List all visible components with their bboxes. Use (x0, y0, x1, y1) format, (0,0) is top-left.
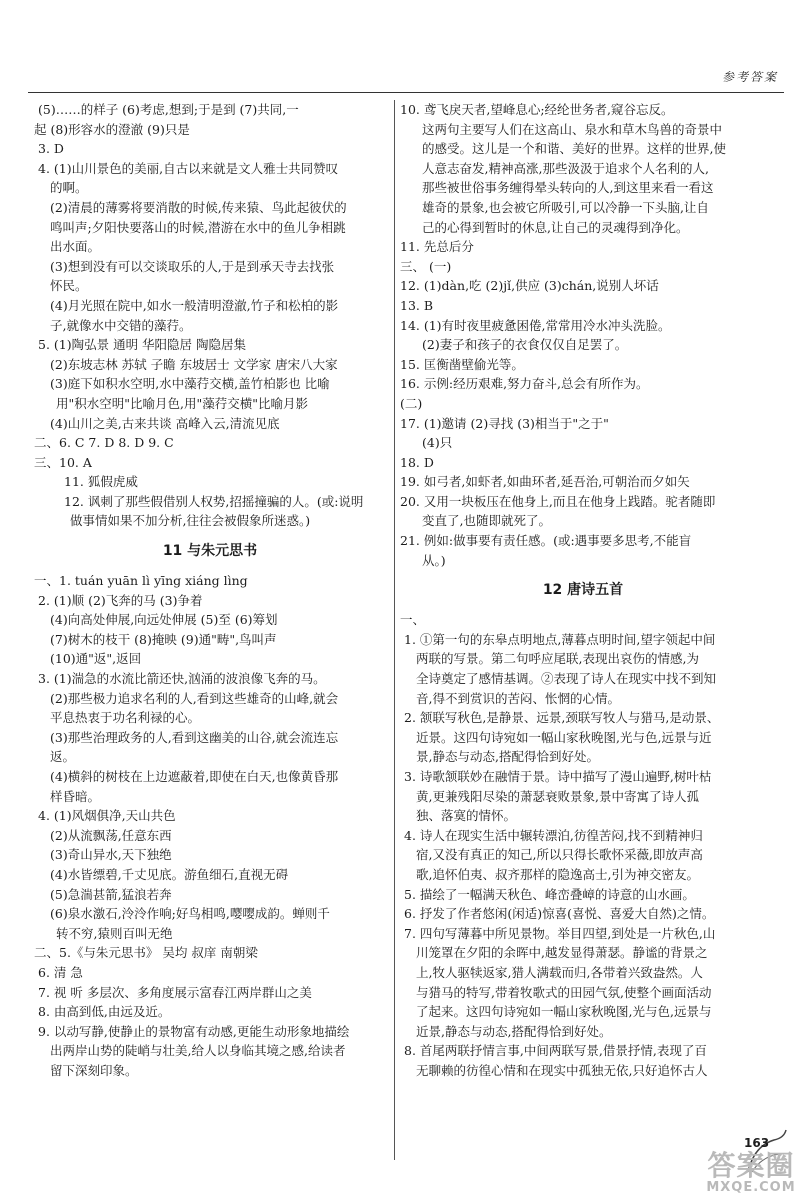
left-answer-column (34, 100, 386, 1081)
answer-line: (2)清晨的薄雾将要消散的时候,传来猿、鸟此起彼伏的 (50, 199, 347, 215)
answer-line: 样昏暗。 (50, 788, 101, 804)
answer-line: (4)山川之美,古来共谈 高峰入云,清流见底 (50, 415, 280, 431)
answer-line: 独、落寞的情怀。 (416, 808, 517, 824)
answer-line: 11. 先总后分 (400, 239, 474, 255)
answer-line: 13. B (400, 297, 434, 313)
header-ref-label: 参考答案 (721, 70, 778, 84)
answer-line: 无聊赖的彷徨心情和在现实中孤独无依,只好追怀古人 (416, 1062, 708, 1078)
answer-line: 上,牧人驱犊返家,猎人满载而归,各带着兴致盎然。人 (416, 964, 703, 980)
answer-line: 两联的写景。第二句呼应尾联,表现出哀伤的情感,为 (416, 651, 699, 667)
answer-line: (4)向高处伸展,向远处伸展 (5)至 (6)筹划 (50, 612, 278, 628)
answer-line: 人意志奋发,精神高涨,那些汲汲于追求个人名利的人, (422, 160, 709, 176)
right-answer-column (400, 100, 766, 1081)
answer-line: 一、1. tuán yuān lì yīng xiáng lìng (34, 573, 248, 589)
answer-line: 了起来。这四句诗宛如一幅山家秋晚图,光与色,远景与 (416, 1004, 712, 1020)
answer-line: 5. (1)陶弘景 通明 华阳隐居 陶隐居集 (38, 337, 247, 353)
watermark-bottom: MXQE.COM (706, 1180, 796, 1195)
answer-line: 8. 由高到低,由远及近。 (38, 1004, 171, 1020)
answer-line: (2)从流飘荡,任意东西 (50, 827, 172, 843)
answer-line: 14. (1)有时夜里疲惫困倦,常常用冷水冲头洗脸。 (400, 317, 671, 333)
answer-line: (6)泉水激石,泠泠作响;好鸟相鸣,嘤嘤成韵。蝉则千 (50, 906, 330, 922)
answer-line: 4. (1)风烟俱净,天山共色 (38, 808, 176, 824)
answer-line: 黄,更兼残阳尽染的萧瑟衰败景象,景中寄寓了诗人孤 (416, 788, 699, 804)
answer-line: 从。) (422, 552, 446, 568)
answer-line: 18. D (400, 454, 434, 470)
answer-line: 鸣叫声;夕阳快要落山的时候,潜游在水中的鱼儿争相跳 (50, 219, 346, 235)
answer-line: 三、10. A (34, 454, 92, 470)
answer-line: 16. 示例:经历艰难,努力奋斗,总会有所作为。 (400, 376, 649, 392)
answer-line: 21. 例如:做事要有责任感。(或:遇事要多思考,不能盲 (400, 533, 692, 549)
answer-line: 怀民。 (50, 278, 88, 294)
answer-line: (二) (400, 395, 423, 411)
section-title: 12 唐诗五首 (542, 582, 624, 599)
answer-line: 己的心得到暂时的休息,让自己的灵魂得到净化。 (422, 219, 689, 235)
page-header (28, 68, 784, 93)
answer-line: 留下深刻印象。 (50, 1062, 138, 1078)
answer-line: (4)月光照在院中,如水一般清明澄澈,竹子和松柏的影 (50, 297, 339, 313)
answer-line: 15. 匡衡凿壁偷光等。 (400, 356, 524, 372)
answer-line: 1. ①第一句的东皋点明地点,薄暮点明时间,望字领起中间 (404, 631, 716, 647)
answer-line: 返。 (50, 749, 76, 765)
answer-line: 雄奇的景象,也会被它所吸引,可以冷静一下头脑,让自 (422, 199, 709, 215)
column-divider (394, 100, 395, 1160)
answer-line: 19. 如弓者,如虾者,如曲环者,延吾治,可朝治而夕如矢 (400, 474, 690, 490)
answer-line: (3)想到没有可以交谈取乐的人,于是到承天寺去找张 (50, 258, 335, 274)
answer-line: 3. D (38, 141, 64, 157)
answer-line: 做事情如果不加分析,往往会被假象所迷惑。) (70, 513, 311, 529)
answer-line: 川笼罩在夕阳的余晖中,越发显得萧瑟。静谧的背景之 (416, 945, 708, 961)
answer-line: 7. 视 听 多层次、多角度展示富春江两岸群山之美 (38, 984, 312, 1000)
answer-line: 转不穷,猿则百叫无绝 (56, 925, 173, 941)
answer-line: 6. 抒发了作者悠闲(闲适)惊喜(喜悦、喜爱大自然)之情。 (404, 906, 715, 922)
answer-line: (7)树木的枝干 (8)掩映 (9)通"畴",鸟叫声 (50, 631, 277, 647)
answer-line: 用"积水空明"比喻月色,用"藻荇交横"比喻月影 (56, 395, 308, 411)
answer-line: 歌,追怀伯夷、叔齐那样的隐逸高士,引为神交密友。 (416, 866, 699, 882)
answer-line: (10)通"返",返回 (50, 651, 142, 667)
answer-line: 音,得不到赏识的苦闷、怅惘的心情。 (416, 690, 620, 706)
answer-line: 近景,静态与动态,搭配得恰到好处。 (416, 1023, 612, 1039)
answer-line: 全诗奠定了感情基调。②表现了诗人在现实中找不到知 (416, 671, 717, 687)
answer-line: 二、6. C 7. D 8. D 9. C (34, 435, 174, 451)
answer-line: 10. 鸢飞戾天者,望峰息心;经纶世务者,窥谷忘反。 (400, 102, 674, 117)
answer-line: 子,就像水中交错的藻荇。 (50, 317, 192, 333)
answer-line: 2. 颔联写秋色,是静景、远景,颈联写牧人与猎马,是动景、 (404, 710, 720, 726)
answer-line: 11. 狐假虎威 (64, 474, 138, 490)
answer-line: (4)水皆缥碧,千丈见底。游鱼细石,直视无碍 (50, 866, 289, 882)
answer-line: 变直了,也随即就死了。 (422, 513, 551, 529)
answer-line: 那些被世俗事务缠得晕头转向的人,到这里来看一看这 (422, 180, 714, 196)
answer-line: 2. (1)顺 (2)飞奔的马 (3)争着 (38, 592, 203, 608)
answer-line: 17. (1)邀请 (2)寻找 (3)相当于"之于" (400, 415, 609, 431)
answer-line: 20. 又用一块板压在他身上,而且在他身上践踏。驼者随即 (400, 493, 716, 509)
answer-line: 7. 四句写薄暮中所见景物。举目四望,到处是一片秋色,山 (404, 925, 716, 941)
answer-line: (3)庭下如积水空明,水中藻荇交横,盖竹柏影也 比喻 (50, 376, 330, 392)
answer-line: (3)那些治理政务的人,看到这幽美的山谷,就会流连忘 (50, 729, 339, 745)
answer-line: 6. 清 急 (38, 964, 83, 980)
answer-line: (2)妻子和孩子的衣食仅仅自足罢了。 (422, 337, 628, 353)
answer-line: 的啊。 (50, 180, 88, 196)
section-title: 11 与朱元思书 (162, 543, 258, 560)
answer-line: 12. (1)dàn,吃 (2)jǐ,供应 (3)chán,说别人坏话 (400, 278, 659, 294)
answer-line: 宿,又没有真正的知己,所以只得长歌怀采薇,即放声高 (416, 847, 703, 863)
answer-line: 三、 (一) (400, 258, 452, 274)
answer-line: 的感受。这儿是一个和谐、美好的世界。这样的世界,使 (422, 141, 726, 157)
watermark-top: 答案圈 (707, 1149, 795, 1182)
answer-line: 4. (1)山川景色的美丽,自古以来就是文人雅士共同赞叹 (38, 160, 339, 176)
answer-line: (5)急湍甚箭,猛浪若奔 (50, 886, 172, 902)
answer-line: 8. 首尾两联抒情言事,中间两联写景,借景抒情,表现了百 (404, 1043, 707, 1059)
page-number: 163 (744, 1136, 770, 1150)
answer-line: 景,静态与动态,搭配得恰到好处。 (416, 749, 599, 765)
answer-line: 与猎马的特写,带着牧歌式的田园气氛,使整个画面活动 (416, 984, 712, 1000)
answer-line: (4)只 (422, 435, 453, 451)
answer-line: 出两岸山势的陡峭与壮美,给人以身临其境之感,给读者 (50, 1043, 346, 1059)
answer-line: (5)……的样子 (6)考虑,想到;于是到 (7)共同,一 (38, 102, 299, 117)
answer-line: 近景。这四句诗宛如一幅山家秋晚图,光与色,远景与近 (416, 729, 712, 745)
answer-line: 3. 诗歌颔联妙在融情于景。诗中描写了漫山遍野,树叶枯 (404, 769, 712, 784)
answer-line: (2)那些极力追求名利的人,看到这些雄奇的山峰,就会 (50, 690, 339, 706)
answer-line: 12. 讽刺了那些假借别人权势,招摇撞骗的人。(或:说明 (64, 493, 364, 509)
answer-line: 4. 诗人在现实生活中辗转漂泊,彷徨苦闷,找不到精神归 (404, 827, 703, 843)
answer-line: (4)横斜的树枝在上边遮蔽着,即使在白天,也像黄昏那 (50, 769, 339, 784)
answer-line: (3)奇山异水,天下独绝 (50, 847, 172, 863)
answer-line: 5. 描绘了一幅满天秋色、峰峦叠嶂的诗意的山水画。 (404, 886, 695, 902)
answer-line: 9. 以动写静,使静止的景物富有动感,更能生动形象地描绘 (38, 1023, 350, 1039)
site-watermark (696, 1149, 806, 1198)
answer-line: 一、 (400, 612, 426, 628)
answer-line: 这两句主要写人们在这高山、泉水和草木鸟兽的奇景中 (422, 121, 723, 137)
answer-line: 起 (8)形容水的澄澈 (9)只是 (34, 121, 190, 137)
answer-line: 出水面。 (50, 239, 101, 255)
answer-line: 二、5.《与朱元思书》 吴均 叔庠 南朝梁 (34, 945, 258, 961)
answer-line: 3. (1)湍急的水流比箭还快,汹涌的波浪像飞奔的马。 (38, 671, 326, 687)
answer-line: 平息热衷于功名利禄的心。 (50, 710, 201, 726)
answer-line: (2)东坡志林 苏轼 子瞻 东坡居士 文学家 唐宋八大家 (50, 356, 338, 372)
